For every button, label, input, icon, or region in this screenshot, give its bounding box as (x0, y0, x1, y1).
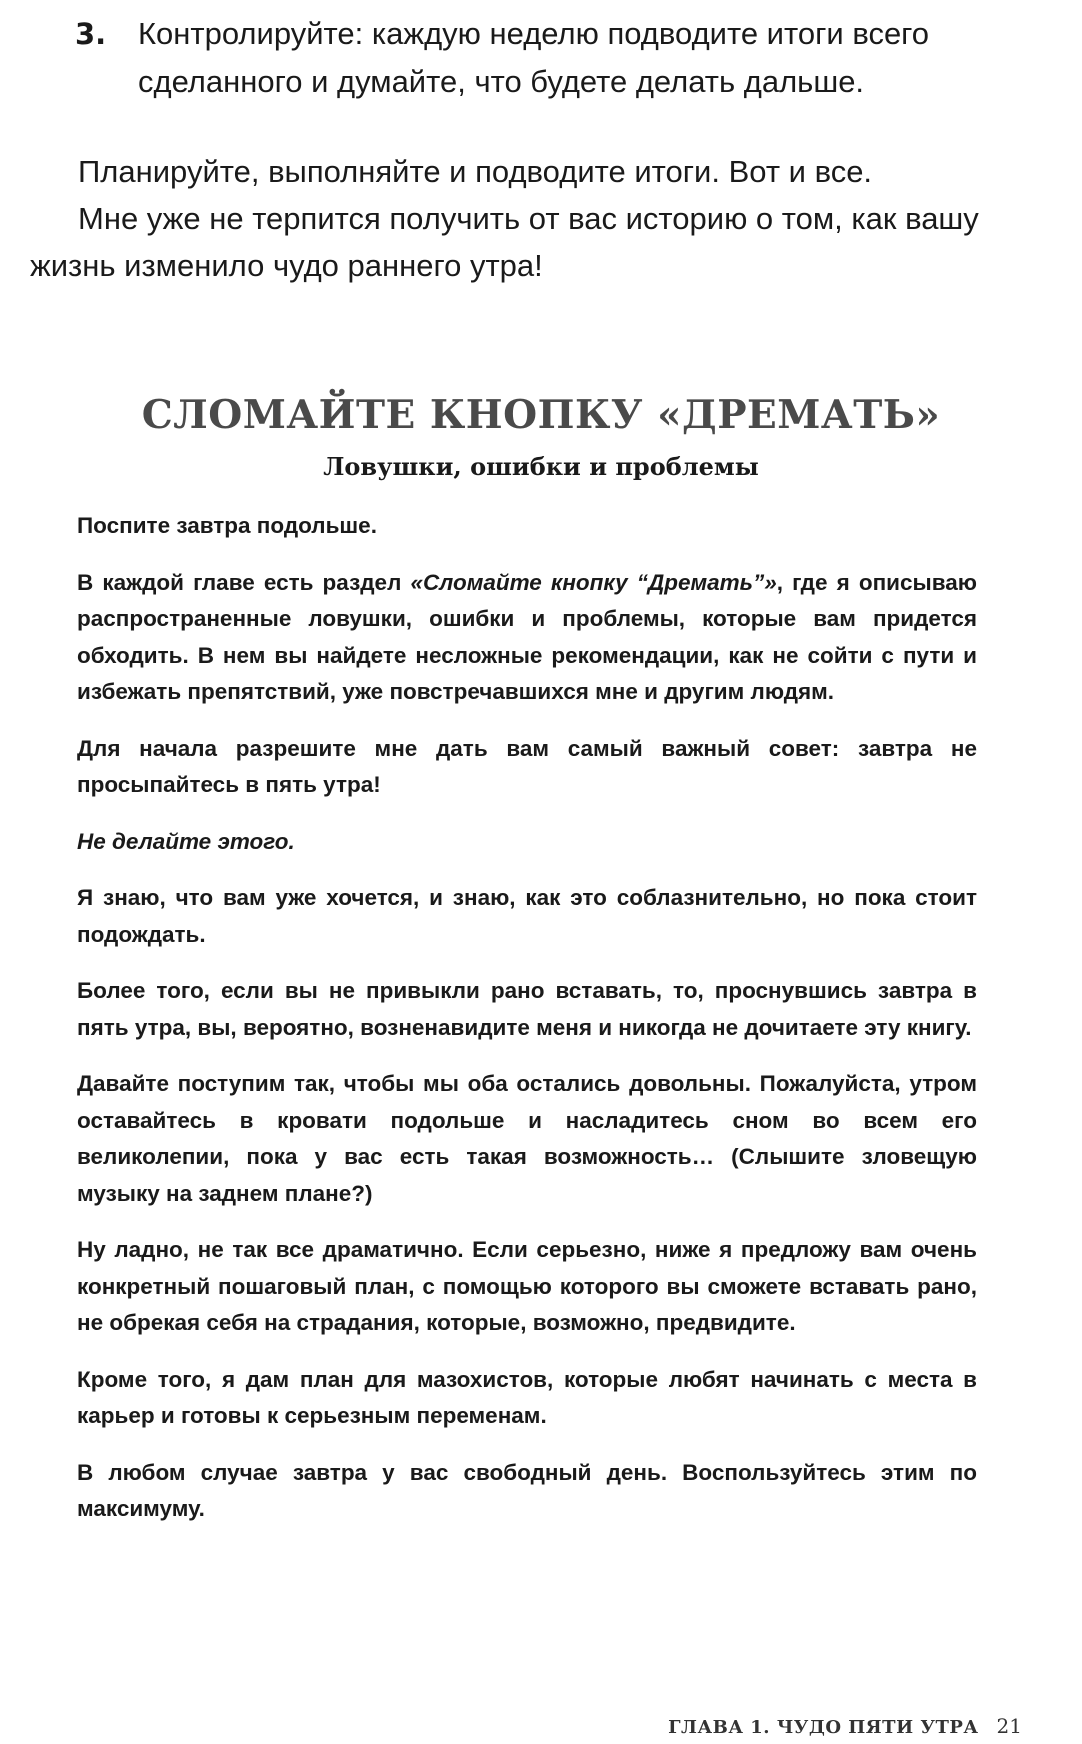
body-paragraph: Кроме того, я дам план для мазохистов, которые любят начинать с места в карьер и готовы к серьезным переменам. (77, 1366, 977, 1428)
intro-paragraph-1 (30, 148, 1030, 195)
list-number: 3. (75, 17, 107, 51)
body-paragraph: Ну ладно, не так все драматично. Если серьезно, ниже я предложу вам очень конкретный пошаговый план, с помощью которого вы сможете вставать рано, не обрекая себя на страдания, которые, возможно, предвидите. (77, 1237, 977, 1335)
body-paragraph: Для начала разрешите мне дать вам самый важный совет: завтра не просыпайтесь в пять утра! (77, 735, 977, 797)
running-footer-chapter: ГЛАВА 1. ЧУДО ПЯТИ УТРА (668, 1717, 979, 1738)
section-title: СЛОМАЙТЕ КНОПКУ «ДРЕМАТЬ» (141, 392, 941, 438)
page-footer (668, 1712, 1022, 1742)
intro-paragraph-2 (30, 195, 1030, 289)
intro-paragraph-1-text: Планируйте, выполняйте и подводите итоги. Вот и все. (78, 154, 873, 189)
page-number: 21 (996, 1714, 1022, 1738)
section-body (77, 508, 977, 1548)
body-paragraph: Я знаю, что вам уже хочется, и знаю, как это соблазнительно, но пока стоит подождать. (77, 885, 977, 947)
body-paragraph: Более того, если вы не привыкли рано вставать, то, проснувшись завтра в пять утра, вы, вероятно, возненавидите меня и никогда не дочитаете эту книгу. (77, 978, 977, 1040)
body-text-span: , где я описываю распространенные ловушки, ошибки и проблемы, которые вам придется обходить. В нем вы найдете несложные рекомендации, как не сойти с пути и избежать препятствий, уже повстречавшихся мне и другим людям. (77, 569, 977, 704)
body-paragraph: Давайте поступим так, чтобы мы оба остались довольны. Пожалуйста, утром оставайтесь в кровати подольше и насладитесь сном во всем его великолепии, пока у вас есть такая возможность… (Слышите зловещую музыку на заднем плане?) (77, 1071, 977, 1206)
intro-paragraph-2-text: Мне уже не терпится получить от вас историю о том, как вашу жизнь изменило чудо раннего утра! (30, 201, 979, 283)
body-paragraph: В любом случае завтра у вас свободный день. Воспользуйтесь этим по максимуму. (77, 1459, 977, 1521)
section-subtitle: Ловушки, ошибки и проблемы (323, 452, 759, 481)
section-reference: «Сломайте кнопку “Дремать”» (410, 569, 777, 595)
body-paragraph (77, 565, 977, 711)
body-text-span: В каждой главе есть раздел (77, 569, 411, 595)
body-paragraph: Поспите завтра подольше. (77, 513, 377, 538)
body-paragraph-italic: Не делайте этого. (77, 828, 295, 854)
intro-paragraphs (30, 148, 1030, 289)
list-item-text: Контролируйте: каждую неделю подводите итоги всего сделанного и думайте, что будете делать дальше. (138, 16, 930, 99)
